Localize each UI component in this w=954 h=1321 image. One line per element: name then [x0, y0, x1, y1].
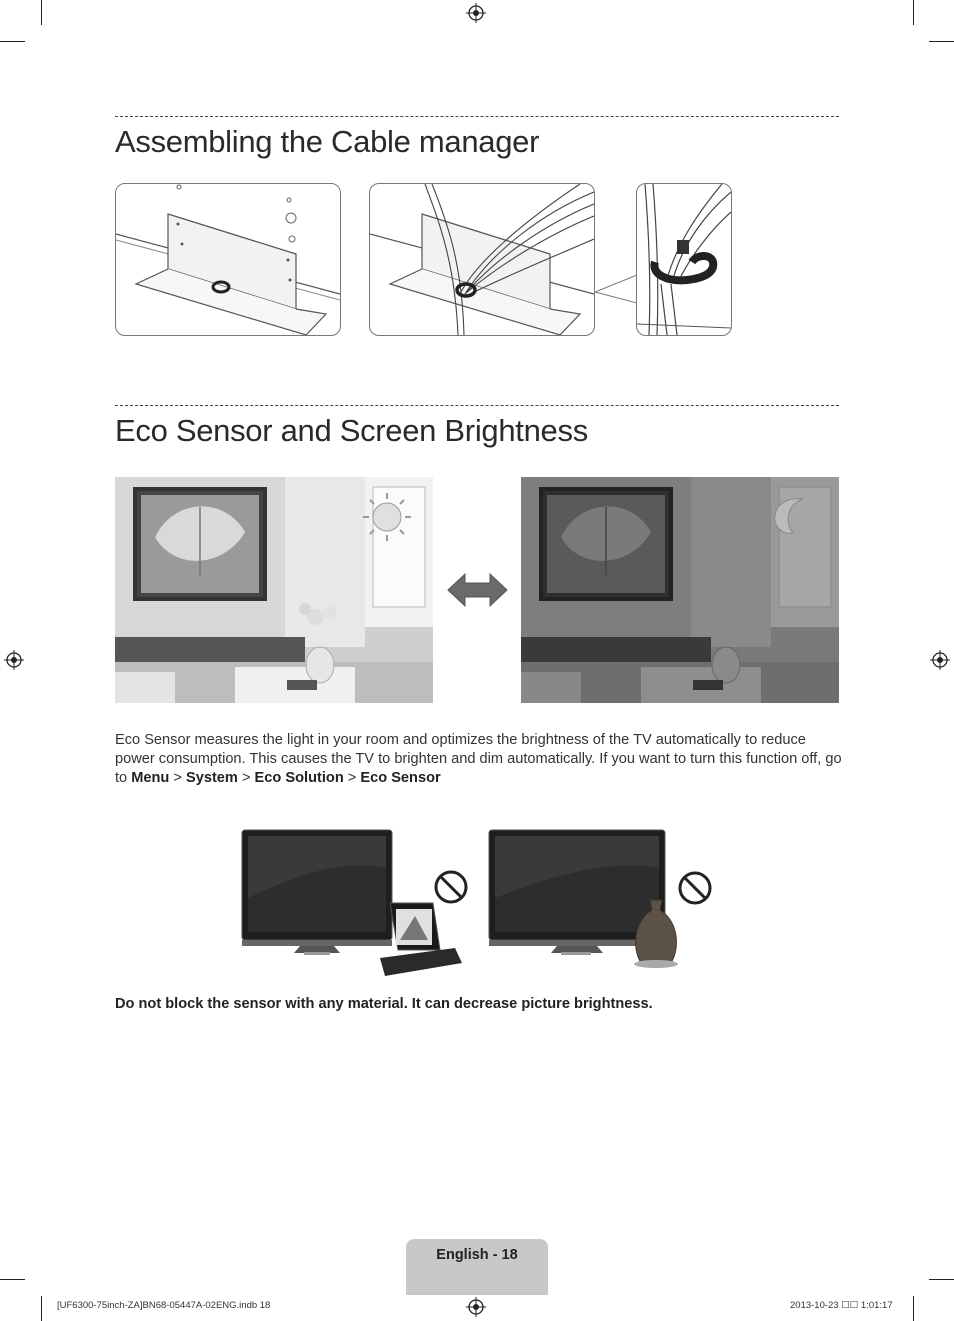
crop-mark — [0, 1279, 25, 1280]
cable-step-1-illustration — [115, 183, 341, 336]
file-info: [UF6300-75inch-ZA]BN68-05447A-02ENG.indb 18 — [57, 1300, 271, 1311]
section-title-cable-manager: Assembling the Cable manager — [115, 124, 540, 159]
section-title-eco-sensor: Eco Sensor and Screen Brightness — [115, 413, 588, 448]
tv-blocked-by-frame-illustration — [240, 828, 470, 978]
registration-mark-icon — [466, 3, 486, 23]
page-number-label: English - 18 — [436, 1247, 518, 1263]
section-divider — [115, 405, 839, 406]
menu-path-item: Eco Solution — [254, 770, 344, 786]
menu-path-item: Menu — [131, 770, 170, 786]
registration-mark-icon — [4, 650, 24, 670]
page-number-tab — [406, 1239, 548, 1295]
cable-clip-detail-illustration — [636, 183, 732, 336]
crop-mark — [913, 0, 914, 25]
zoom-callout-pointer — [593, 270, 637, 310]
dim-room-photo — [521, 477, 839, 703]
crop-mark — [929, 1279, 954, 1280]
crop-mark — [0, 41, 25, 42]
eco-sensor-description — [115, 731, 845, 788]
menu-path-item: Eco Sensor — [360, 770, 441, 786]
cable-step-2-illustration — [369, 183, 595, 336]
crop-mark — [913, 1296, 914, 1321]
registration-mark-icon — [930, 650, 950, 670]
crop-mark — [41, 0, 42, 25]
sensor-warning-note: Do not block the sensor with any material. It can decrease picture brightness. — [115, 996, 653, 1012]
bright-room-photo — [115, 477, 433, 703]
menu-path-separator: > — [237, 770, 255, 786]
section-divider — [115, 116, 839, 117]
crop-mark — [41, 1296, 42, 1321]
print-timestamp: 2013-10-23 ☐☐ 1:01:17 — [790, 1300, 893, 1311]
menu-path-separator: > — [169, 770, 186, 786]
menu-path-item: System — [185, 770, 238, 786]
description-text: Eco Sensor measures the light in your room and optimizes the brightness of the TV automatically to reduce power consumption. This causes the TV to brighten and dim automatically. If you want to turn this function off, go to — [115, 732, 842, 786]
double-arrow-icon — [447, 572, 508, 608]
crop-mark — [929, 41, 954, 42]
registration-mark-icon — [466, 1297, 486, 1317]
menu-path-separator: > — [343, 770, 361, 786]
tv-blocked-by-vase-illustration — [487, 828, 715, 978]
